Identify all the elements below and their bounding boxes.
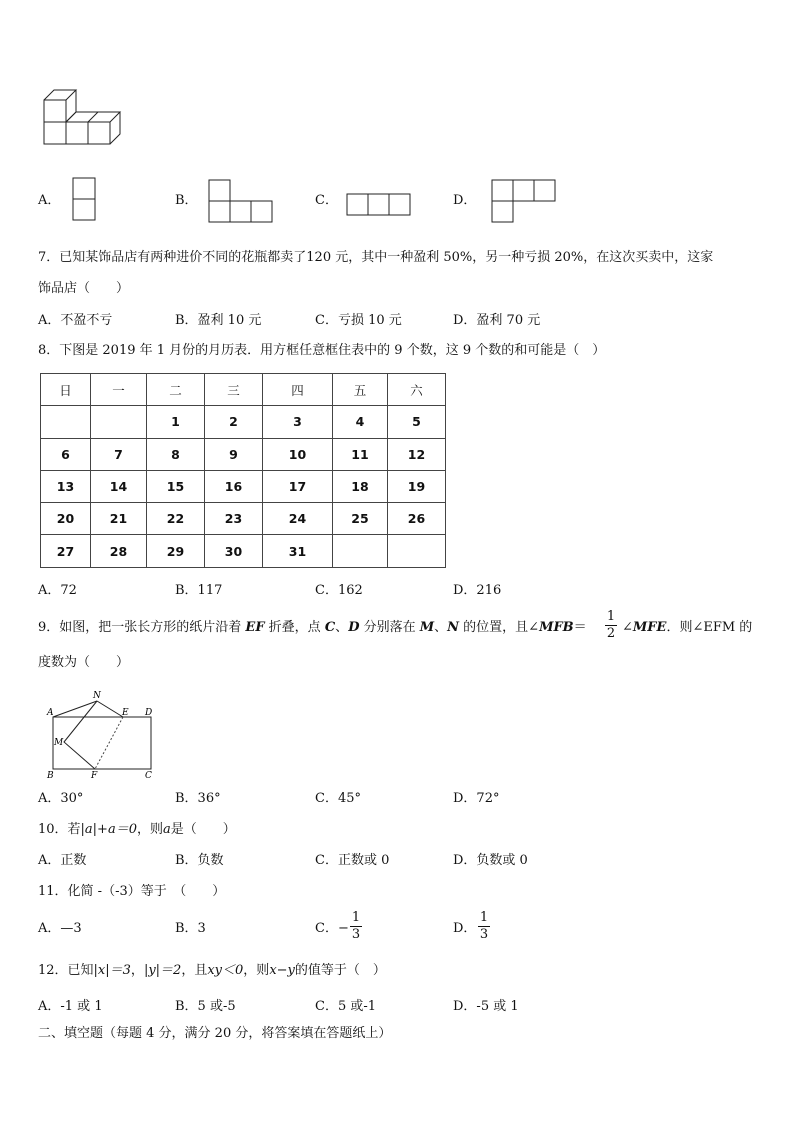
q6-option-d-figure bbox=[491, 180, 559, 224]
calendar-cell: 10 bbox=[263, 438, 333, 470]
q7-line1: 7．已知某饰品店有两种进价不同的花瓶都卖了120 元，其中一种盈利 50%，另一种亏损 20%，在这次买卖中，这家 bbox=[38, 250, 714, 265]
fig-label-a: A bbox=[47, 708, 54, 718]
calendar-header-cell: 四 bbox=[263, 374, 333, 406]
q10-text-a: 10．若 bbox=[38, 822, 81, 837]
calendar-cell: 2 bbox=[205, 406, 263, 438]
calendar-header-row bbox=[41, 374, 446, 406]
q6-option-c-label: C． bbox=[315, 193, 338, 208]
calendar-cell: 24 bbox=[263, 503, 333, 535]
calendar-header-cell: 三 bbox=[205, 374, 263, 406]
q9-eq: ＝ bbox=[573, 620, 587, 635]
calendar-cell: 27 bbox=[41, 535, 91, 567]
q9-text-e: ∠ bbox=[622, 620, 633, 635]
q8-option-a: A．72 bbox=[38, 583, 77, 598]
q12-line bbox=[38, 963, 386, 979]
q11-option-b: B．3 bbox=[175, 921, 206, 936]
q6-option-b-label: B． bbox=[175, 193, 198, 208]
calendar-row bbox=[41, 470, 446, 502]
q8-option-d: D．216 bbox=[453, 583, 502, 598]
calendar-header-cell: 日 bbox=[41, 374, 91, 406]
calendar-cell: 21 bbox=[91, 503, 147, 535]
q6-option-b-figure bbox=[208, 180, 276, 224]
calendar-cell: 18 bbox=[333, 470, 388, 502]
q9-ef: EF bbox=[245, 620, 265, 635]
folded-rectangle-figure bbox=[45, 687, 175, 782]
q8-option-c: C．162 bbox=[315, 583, 363, 598]
q9-text-f: ．则∠EFM 的 bbox=[666, 620, 753, 635]
calendar-cell: 23 bbox=[205, 503, 263, 535]
q9-line2: 度数为（ ） bbox=[38, 655, 130, 670]
calendar-cell bbox=[388, 535, 446, 567]
q12-sep1: ， bbox=[130, 963, 144, 978]
calendar-cell: 15 bbox=[147, 470, 205, 502]
q11-text: 11．化简 -（-3）等于 （ ） bbox=[38, 884, 226, 899]
calendar-header-cell: 五 bbox=[333, 374, 388, 406]
q7-option-d: D．盈利 70 元 bbox=[453, 313, 541, 328]
calendar-cell: 8 bbox=[147, 438, 205, 470]
calendar-cell: 30 bbox=[205, 535, 263, 567]
calendar-cell: 3 bbox=[263, 406, 333, 438]
q9-line1-end bbox=[622, 620, 752, 636]
calendar-cell: 31 bbox=[263, 535, 333, 567]
q7-option-a: A．不盈不亏 bbox=[38, 313, 113, 328]
calendar-cell: 6 bbox=[41, 438, 91, 470]
section-heading: 二、填空题（每题 4 分，满分 20 分，将答案填在答题纸上） bbox=[38, 1026, 392, 1041]
calendar-cell: 1 bbox=[147, 406, 205, 438]
calendar-cell: 28 bbox=[91, 535, 147, 567]
q9-frac-num: 1 bbox=[606, 609, 616, 624]
calendar-cell: 25 bbox=[333, 503, 388, 535]
calendar-cell bbox=[333, 535, 388, 567]
q7-line2: 饰品店（ ） bbox=[38, 281, 130, 296]
q11-option-d: D． bbox=[453, 921, 477, 936]
q12-text-c: ，则 bbox=[243, 963, 270, 978]
q12-option-b: B．5 或-5 bbox=[175, 999, 236, 1014]
q9-c: C bbox=[324, 620, 336, 635]
calendar-table bbox=[40, 373, 446, 568]
calendar-cell: 9 bbox=[205, 438, 263, 470]
fig-label-c: C bbox=[145, 771, 152, 781]
q9-frac-den: 2 bbox=[606, 626, 616, 641]
q7-option-c: C．亏损 10 元 bbox=[315, 313, 402, 328]
q6-option-a-label: A． bbox=[38, 193, 61, 208]
q10-text-c: 是（ ） bbox=[170, 822, 236, 837]
q9-n: N bbox=[447, 620, 460, 635]
q11-option-c-fraction bbox=[350, 911, 362, 942]
q12-text-b: ，且 bbox=[181, 963, 208, 978]
q9-mfe: MFE bbox=[632, 620, 667, 635]
q11-option-d-fraction bbox=[478, 911, 490, 942]
q9-option-c: C．45° bbox=[315, 791, 361, 806]
q11-option-c-sign: − bbox=[338, 921, 349, 936]
calendar-row bbox=[41, 406, 446, 438]
calendar-cell: 7 bbox=[91, 438, 147, 470]
q9-sep: 、 bbox=[335, 620, 349, 635]
q9-option-a: A．30° bbox=[38, 791, 84, 806]
q12-y-abs: |y|＝2 bbox=[143, 963, 182, 978]
calendar-cell: 22 bbox=[147, 503, 205, 535]
q10-option-d: D．负数或 0 bbox=[453, 853, 528, 868]
q9-text-c: 分别落在 bbox=[359, 620, 420, 635]
q9-option-b: B．36° bbox=[175, 791, 221, 806]
calendar-cell: 26 bbox=[388, 503, 446, 535]
fig-label-f: F bbox=[91, 771, 98, 781]
q9-line1 bbox=[38, 620, 587, 636]
q9-text-d: 的位置，且∠ bbox=[459, 620, 540, 635]
calendar-cell: 29 bbox=[147, 535, 205, 567]
calendar-cell bbox=[91, 406, 147, 438]
fig-label-b: B bbox=[47, 771, 54, 781]
calendar-cell: 16 bbox=[205, 470, 263, 502]
calendar-row bbox=[41, 438, 446, 470]
calendar-cell: 14 bbox=[91, 470, 147, 502]
q9-mfb: MFB bbox=[539, 620, 574, 635]
calendar-cell bbox=[41, 406, 91, 438]
calendar-cell: 12 bbox=[388, 438, 446, 470]
q7-option-b: B．盈利 10 元 bbox=[175, 313, 262, 328]
calendar-header-cell: 一 bbox=[91, 374, 147, 406]
q12-option-d: D．-5 或 1 bbox=[453, 999, 519, 1014]
q6-option-c-figure bbox=[346, 193, 414, 217]
q12-text-a: 12．已知 bbox=[38, 963, 94, 978]
q11-d-num: 1 bbox=[479, 910, 489, 925]
fig-label-e: E bbox=[122, 708, 129, 718]
q9-text-b: 折叠，点 bbox=[264, 620, 325, 635]
calendar-cell: 4 bbox=[333, 406, 388, 438]
calendar-header-cell: 二 bbox=[147, 374, 205, 406]
q11-option-c: C． bbox=[315, 921, 338, 936]
q9-option-d: D．72° bbox=[453, 791, 500, 806]
calendar-cell: 20 bbox=[41, 503, 91, 535]
q10-option-a: A．正数 bbox=[38, 853, 87, 868]
q9-fraction bbox=[605, 610, 617, 641]
fig-label-n: N bbox=[93, 691, 101, 701]
q12-option-c: C．5 或-1 bbox=[315, 999, 377, 1014]
calendar-cell: 5 bbox=[388, 406, 446, 438]
q9-m: M bbox=[419, 620, 435, 635]
calendar-cell: 19 bbox=[388, 470, 446, 502]
q9-d: D bbox=[348, 620, 360, 635]
q12-text-d: 的值等于（ ） bbox=[294, 963, 386, 978]
calendar-cell: 11 bbox=[333, 438, 388, 470]
q12-xy: xy＜0 bbox=[207, 963, 244, 978]
cube-stack-figure bbox=[40, 88, 130, 148]
q10-option-c: C．正数或 0 bbox=[315, 853, 390, 868]
q6-option-a-figure bbox=[72, 178, 96, 222]
q10-text-b: ，则 bbox=[136, 822, 163, 837]
calendar-cell: 13 bbox=[41, 470, 91, 502]
q11-option-a: A．—3 bbox=[38, 921, 82, 936]
q10-option-b: B．负数 bbox=[175, 853, 224, 868]
q12-xmy: x−y bbox=[269, 963, 295, 978]
calendar-row bbox=[41, 503, 446, 535]
calendar-cell: 17 bbox=[263, 470, 333, 502]
fig-label-d: D bbox=[145, 708, 153, 718]
q11-d-den: 3 bbox=[479, 927, 489, 942]
q10-var: a bbox=[163, 822, 171, 837]
calendar-header-cell: 六 bbox=[388, 374, 446, 406]
calendar-row bbox=[41, 535, 446, 567]
q12-option-a: A．-1 或 1 bbox=[38, 999, 103, 1014]
fig-label-m: M bbox=[54, 738, 64, 748]
q10-line bbox=[38, 822, 236, 838]
q9-sep2: 、 bbox=[434, 620, 448, 635]
q8-text: 8．下图是 2019 年 1 月份的月历表．用方框任意框住表中的 9 个数，这 9 个数的和可能是（ ） bbox=[38, 343, 606, 358]
q11-c-den: 3 bbox=[351, 927, 361, 942]
q9-text-a: 9．如图，把一张长方形的纸片沿着 bbox=[38, 620, 246, 635]
q12-x-abs: |x|＝3 bbox=[93, 963, 131, 978]
q11-c-num: 1 bbox=[351, 910, 361, 925]
q10-expr: |a|+a＝0 bbox=[80, 822, 137, 837]
q6-option-d-label: D． bbox=[453, 193, 477, 208]
q8-option-b: B．117 bbox=[175, 583, 223, 598]
